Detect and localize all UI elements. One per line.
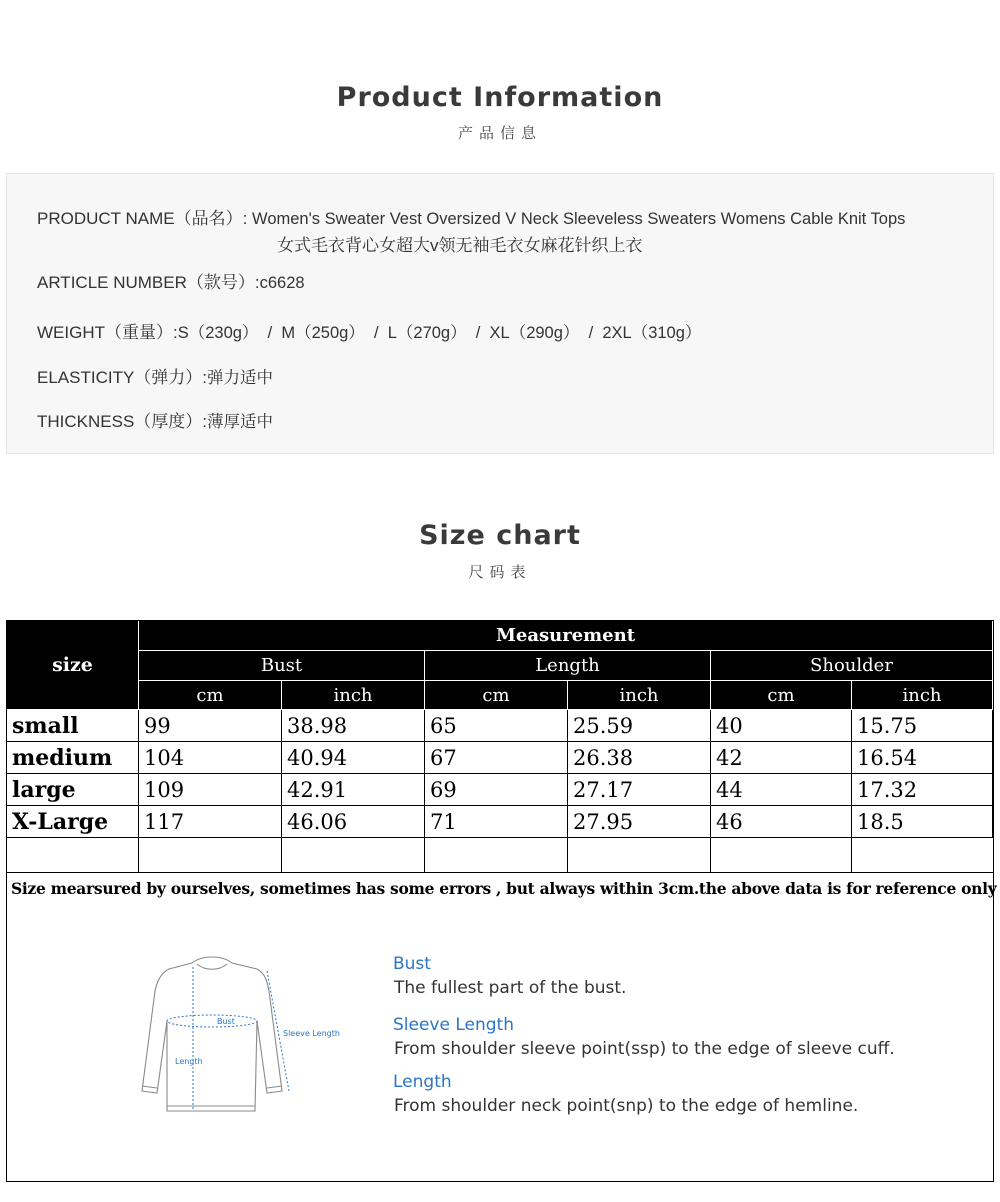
- table-cell: 26.38: [568, 742, 711, 774]
- elasticity-row: [37, 363, 273, 388]
- unit-header: inch: [282, 681, 425, 710]
- table-cell: 99: [139, 710, 282, 742]
- legend-sleeve-desc: From shoulder sleeve point(ssp) to the edge of sleeve cuff.: [394, 1039, 895, 1059]
- unit-header: inch: [852, 681, 993, 710]
- table-cell: 42: [711, 742, 852, 774]
- table-cell: 42.91: [282, 774, 425, 806]
- group-header-length: Length: [425, 651, 711, 681]
- weight-value: S（230g） / M（250g） / L（270g） / XL（290g） / 2XL（310g）: [177, 324, 702, 342]
- size-column-header: size: [7, 621, 139, 710]
- unit-header: cm: [139, 681, 282, 710]
- table-cell: [282, 838, 425, 873]
- legend-bust-title: Bust: [393, 954, 431, 974]
- product-name-label: PRODUCT NAME（品名）:: [37, 209, 248, 228]
- thickness-row: [37, 407, 273, 432]
- size-chart-table: [6, 620, 997, 1182]
- size-label: large: [7, 774, 139, 806]
- size-chart-subtitle: 尺码表: [468, 563, 532, 581]
- product-info-panel: [6, 173, 994, 454]
- group-header-shoulder: Shoulder: [711, 651, 993, 681]
- table-cell: 38.98: [282, 710, 425, 742]
- table-cell: 27.95: [568, 806, 711, 838]
- thickness-value: 薄厚适中: [207, 413, 274, 431]
- table-cell: [568, 838, 711, 873]
- table-cell: 46: [711, 806, 852, 838]
- table-cell: 16.54: [852, 742, 993, 774]
- table-cell: 67: [425, 742, 568, 774]
- size-chart-title: Size chart: [419, 520, 581, 551]
- elasticity-value: 弹力适中: [207, 369, 274, 387]
- diagram-length-tag: Length: [175, 1057, 203, 1066]
- product-info-title: Product Information: [336, 82, 664, 113]
- elasticity-label: ELASTICITY（弹力）:: [37, 368, 208, 387]
- measurement-header: Measurement: [139, 621, 993, 651]
- diagram-sleeve-tag: Sleeve Length: [283, 1029, 340, 1038]
- diagram-bust-tag: Bust: [217, 1017, 235, 1026]
- unit-header: cm: [425, 681, 568, 710]
- table-cell: 18.5: [852, 806, 993, 838]
- legend-length-desc: From shoulder neck point(snp) to the edge of hemline.: [394, 1096, 859, 1116]
- table-cell: 44: [711, 774, 852, 806]
- measurement-note: Size mearsured by ourselves, sometimes has some errors , but always within 3cm.the above data is for reference only: [11, 879, 997, 898]
- unit-header: inch: [568, 681, 711, 710]
- table-cell: 71: [425, 806, 568, 838]
- table-cell: 65: [425, 710, 568, 742]
- table-cell: 15.75: [852, 710, 993, 742]
- table-cell: 40.94: [282, 742, 425, 774]
- table-cell: [425, 838, 568, 873]
- article-number-row: [37, 268, 305, 293]
- table-cell: 25.59: [568, 710, 711, 742]
- size-label: X-Large: [7, 806, 139, 838]
- group-header-bust: Bust: [139, 651, 425, 681]
- weight-row: [37, 318, 701, 343]
- legend-bust-desc: The fullest part of the bust.: [394, 978, 627, 998]
- table-cell: 40: [711, 710, 852, 742]
- table-cell: 17.32: [852, 774, 993, 806]
- product-name-row: [37, 204, 905, 229]
- weight-label: WEIGHT（重量）:: [37, 323, 178, 342]
- article-number-label: ARTICLE NUMBER（款号）:: [37, 273, 260, 292]
- legend-sleeve-title: Sleeve Length: [393, 1015, 514, 1035]
- size-label: medium: [7, 742, 139, 774]
- table-cell: 104: [139, 742, 282, 774]
- table-cell: 69: [425, 774, 568, 806]
- thickness-label: THICKNESS（厚度）:: [37, 412, 208, 431]
- table-cell: 27.17: [568, 774, 711, 806]
- table-cell: 117: [139, 806, 282, 838]
- table-cell: [711, 838, 852, 873]
- product-info-subtitle: 产品信息: [457, 124, 542, 142]
- article-number-value: c6628: [259, 274, 305, 292]
- sweater-diagram-icon: [117, 951, 357, 1121]
- table-cell: 46.06: [282, 806, 425, 838]
- table-cell: [7, 838, 139, 873]
- size-label: small: [7, 710, 139, 742]
- product-name-en: Women's Sweater Vest Oversized V Neck Sleeveless Sweaters Womens Cable Knit Tops: [252, 210, 906, 228]
- unit-header: cm: [711, 681, 852, 710]
- table-cell: [852, 838, 993, 873]
- product-name-cn: 女式毛衣背心女超大v领无袖毛衣女麻花针织上衣: [277, 236, 643, 255]
- table-cell: 109: [139, 774, 282, 806]
- table-cell: [139, 838, 282, 873]
- legend-length-title: Length: [393, 1072, 452, 1092]
